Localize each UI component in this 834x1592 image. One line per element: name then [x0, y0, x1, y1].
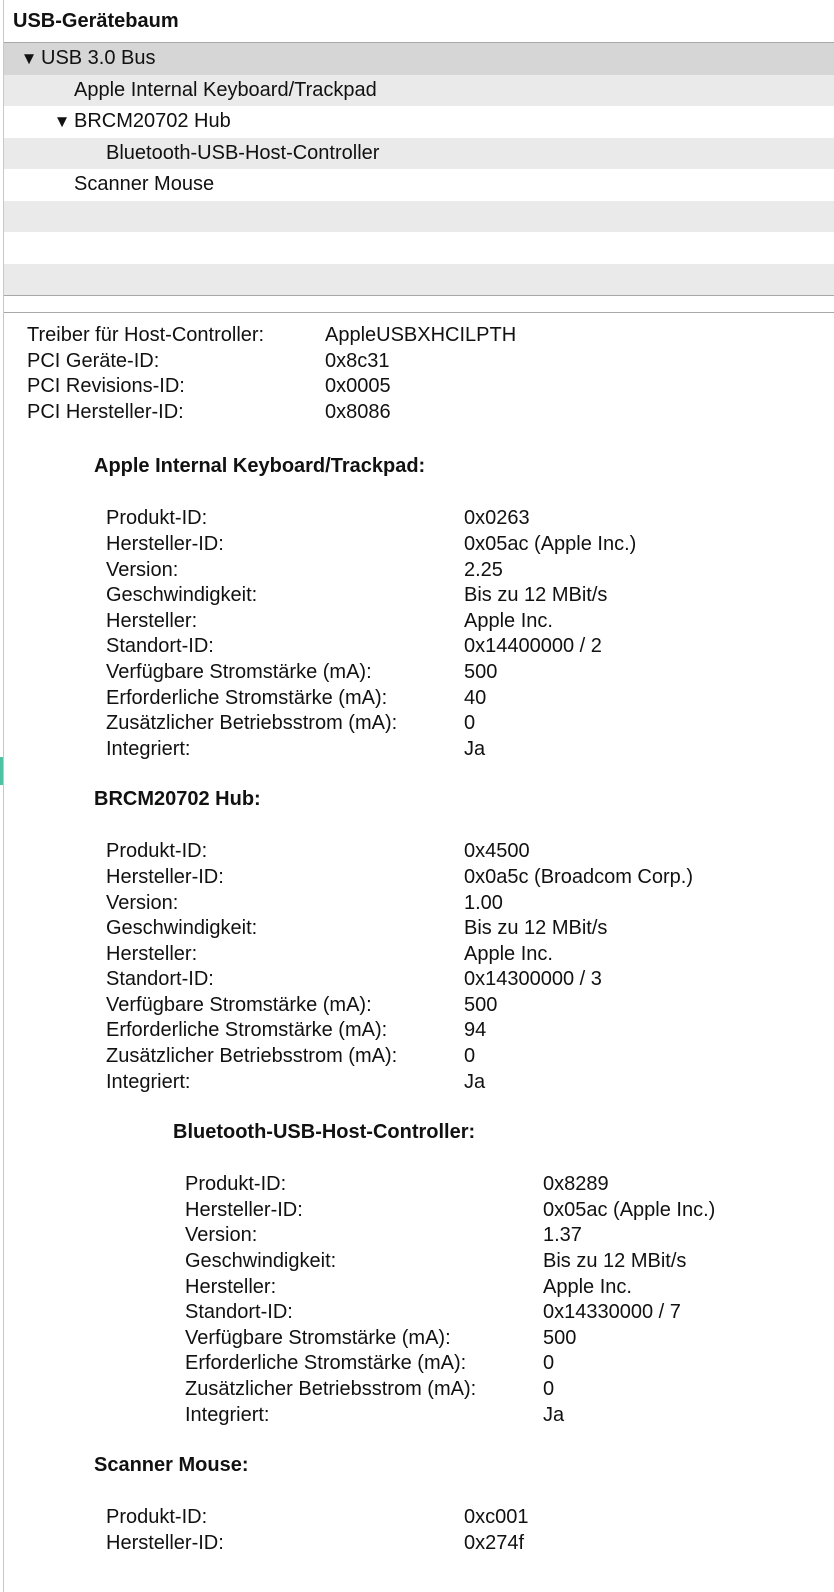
- detail-row: [4, 1070, 834, 1096]
- detail-row: [4, 1326, 834, 1352]
- device-section-title: Scanner Mouse:: [94, 1454, 249, 1477]
- detail-row: [4, 1044, 834, 1070]
- detail-key: Hersteller-ID:: [106, 865, 224, 888]
- device-section-keyboard-trackpad: [4, 453, 834, 762]
- detail-row: [4, 942, 834, 968]
- detail-value: 2.25: [464, 558, 503, 581]
- detail-value: 0x274f: [464, 1531, 525, 1554]
- detail-key: Hersteller:: [185, 1275, 277, 1298]
- tree-item-label: Bluetooth-USB-Host-Controller: [106, 141, 380, 164]
- detail-value: 0x14300000 / 3: [464, 968, 602, 991]
- detail-row: [4, 1531, 834, 1557]
- tree-item-usb-bus[interactable]: [4, 43, 834, 75]
- detail-value: Ja: [464, 1070, 486, 1093]
- device-section-title: BRCM20702 Hub:: [94, 788, 261, 811]
- detail-row: [4, 1198, 834, 1224]
- detail-key: Integriert:: [106, 1070, 191, 1093]
- detail-row: [4, 737, 834, 763]
- detail-key: Zusätzlicher Betriebsstrom (mA):: [185, 1378, 477, 1400]
- detail-value: 0: [543, 1378, 555, 1400]
- detail-row: [4, 1505, 834, 1531]
- detail-value: 1.37: [543, 1224, 582, 1247]
- detail-row: [4, 349, 834, 375]
- detail-key: PCI Revisions-ID:: [27, 375, 185, 398]
- detail-value: 500: [464, 993, 498, 1016]
- tree-item-keyboard-trackpad[interactable]: [4, 75, 834, 107]
- detail-value: 0: [464, 712, 476, 735]
- detail-row: [4, 865, 834, 891]
- detail-key: Erforderliche Stromstärke (mA):: [106, 1019, 388, 1042]
- detail-value: AppleUSBXHCILPTH: [325, 324, 517, 346]
- tree-header-title: USB-Gerätebaum: [13, 9, 179, 32]
- detail-value: Bis zu 12 MBit/s: [543, 1250, 687, 1273]
- device-section-title: Apple Internal Keyboard/Trackpad:: [94, 455, 426, 478]
- detail-key: Treiber für Host-Controller:: [27, 324, 265, 346]
- disclosure-triangle-icon[interactable]: ▼: [53, 112, 71, 131]
- device-section-title: Bluetooth-USB-Host-Controller:: [173, 1121, 476, 1144]
- detail-row: [4, 532, 834, 558]
- device-section-scanner-mouse: [4, 1452, 834, 1556]
- detail-key: Hersteller:: [106, 609, 198, 632]
- detail-key: Verfügbare Stromstärke (mA):: [106, 993, 372, 1016]
- detail-value: 0x14330000 / 7: [543, 1301, 681, 1324]
- detail-value: 0x14400000 / 2: [464, 635, 602, 658]
- detail-row: [4, 634, 834, 660]
- detail-key: Version:: [106, 558, 179, 581]
- detail-key: Geschwindigkeit:: [106, 917, 258, 940]
- detail-value: Bis zu 12 MBit/s: [464, 584, 608, 607]
- detail-key: PCI Hersteller-ID:: [27, 400, 184, 423]
- tree-item-scanner-mouse[interactable]: [4, 169, 834, 201]
- detail-key: Standort-ID:: [106, 635, 214, 658]
- detail-key: Version:: [185, 1224, 258, 1247]
- detail-key: Integriert:: [106, 737, 191, 760]
- detail-key: Verfügbare Stromstärke (mA):: [106, 660, 372, 683]
- tree-item-bluetooth-controller[interactable]: [4, 138, 834, 170]
- disclosure-triangle-icon[interactable]: ▼: [20, 49, 38, 68]
- tree-item-label: Scanner Mouse: [74, 173, 215, 195]
- detail-key: Hersteller:: [106, 942, 198, 965]
- detail-value: 94: [464, 1019, 487, 1042]
- detail-value: Ja: [543, 1403, 565, 1426]
- detail-value: Apple Inc.: [543, 1275, 632, 1298]
- detail-key: Integriert:: [185, 1403, 270, 1426]
- detail-value: 0x0005: [325, 375, 391, 398]
- detail-value: Ja: [464, 737, 486, 760]
- detail-row: [4, 506, 834, 532]
- detail-row: [4, 609, 834, 635]
- detail-row: [4, 400, 834, 426]
- detail-value: 0xc001: [464, 1506, 529, 1529]
- detail-row: [4, 916, 834, 942]
- detail-value: 1.00: [464, 891, 503, 914]
- detail-value: 0x05ac (Apple Inc.): [464, 532, 637, 555]
- device-section-bluetooth-controller: [4, 1119, 834, 1428]
- tree-item-brcm-hub[interactable]: [4, 106, 834, 138]
- tree-item-label: BRCM20702 Hub: [74, 110, 231, 132]
- detail-row: [4, 1300, 834, 1326]
- detail-key: Erforderliche Stromstärke (mA):: [106, 686, 388, 709]
- tree-item-label: USB 3.0 Bus: [41, 47, 156, 69]
- detail-row: [4, 967, 834, 993]
- detail-key: Verfügbare Stromstärke (mA):: [185, 1326, 451, 1349]
- detail-key: Geschwindigkeit:: [106, 584, 258, 607]
- detail-key: Hersteller-ID:: [106, 532, 224, 555]
- detail-row: [4, 1018, 834, 1044]
- detail-value: 500: [543, 1326, 577, 1349]
- detail-key: Zusätzlicher Betriebsstrom (mA):: [106, 712, 398, 735]
- detail-key: Hersteller-ID:: [106, 1531, 224, 1554]
- detail-key: Produkt-ID:: [106, 840, 208, 863]
- detail-value: 0x4500: [464, 840, 530, 863]
- detail-key: PCI Geräte-ID:: [27, 349, 160, 372]
- detail-row: [4, 1377, 834, 1403]
- tree-empty-row: [4, 232, 834, 264]
- detail-value: 0: [543, 1352, 555, 1375]
- detail-row: [4, 583, 834, 609]
- detail-key: Geschwindigkeit:: [185, 1250, 337, 1273]
- detail-value: 0x05ac (Apple Inc.): [543, 1198, 716, 1221]
- usb-device-tree-window: [3, 0, 834, 1592]
- detail-row: [4, 839, 834, 865]
- detail-row: [4, 558, 834, 584]
- detail-value: Apple Inc.: [464, 609, 553, 632]
- detail-row: [4, 1403, 834, 1429]
- detail-row: [4, 1172, 834, 1198]
- detail-value: 0: [464, 1045, 476, 1068]
- detail-key: Erforderliche Stromstärke (mA):: [185, 1352, 467, 1375]
- tree-empty-row: [4, 264, 834, 296]
- detail-value: 500: [464, 660, 498, 683]
- detail-key: Standort-ID:: [185, 1301, 293, 1324]
- detail-row: [4, 1351, 834, 1377]
- detail-row: [4, 1275, 834, 1301]
- detail-key: Produkt-ID:: [106, 1506, 208, 1529]
- tree-item-label: Apple Internal Keyboard/Trackpad: [74, 78, 377, 101]
- detail-row: [4, 993, 834, 1019]
- detail-value: 0x0263: [464, 507, 530, 530]
- detail-value: 0x8086: [325, 400, 391, 423]
- detail-row: [4, 323, 834, 349]
- detail-row: [4, 1223, 834, 1249]
- detail-row: [4, 711, 834, 737]
- detail-value: 0x8c31: [325, 349, 390, 372]
- detail-key: Version:: [106, 891, 179, 914]
- device-section-brcm-hub: [4, 786, 834, 1095]
- device-details-panel: [4, 313, 834, 1556]
- detail-row: [4, 374, 834, 400]
- detail-value: 0x8289: [543, 1173, 609, 1196]
- detail-key: Standort-ID:: [106, 968, 214, 991]
- detail-row: [4, 686, 834, 712]
- host-controller-info: [4, 323, 834, 425]
- tree-empty-row: [4, 201, 834, 233]
- detail-key: Produkt-ID:: [106, 507, 208, 530]
- tree-header: [4, 0, 834, 43]
- detail-key: Zusätzlicher Betriebsstrom (mA):: [106, 1045, 398, 1068]
- detail-row: [4, 1249, 834, 1275]
- usb-device-tree: [4, 43, 834, 295]
- detail-value: Bis zu 12 MBit/s: [464, 917, 608, 940]
- detail-row: [4, 660, 834, 686]
- detail-value: 0x0a5c (Broadcom Corp.): [464, 865, 693, 888]
- detail-value: 40: [464, 686, 487, 709]
- detail-key: Hersteller-ID:: [185, 1198, 303, 1221]
- detail-row: [4, 891, 834, 917]
- split-view-divider[interactable]: [4, 295, 834, 313]
- detail-value: Apple Inc.: [464, 942, 553, 965]
- detail-key: Produkt-ID:: [185, 1173, 287, 1196]
